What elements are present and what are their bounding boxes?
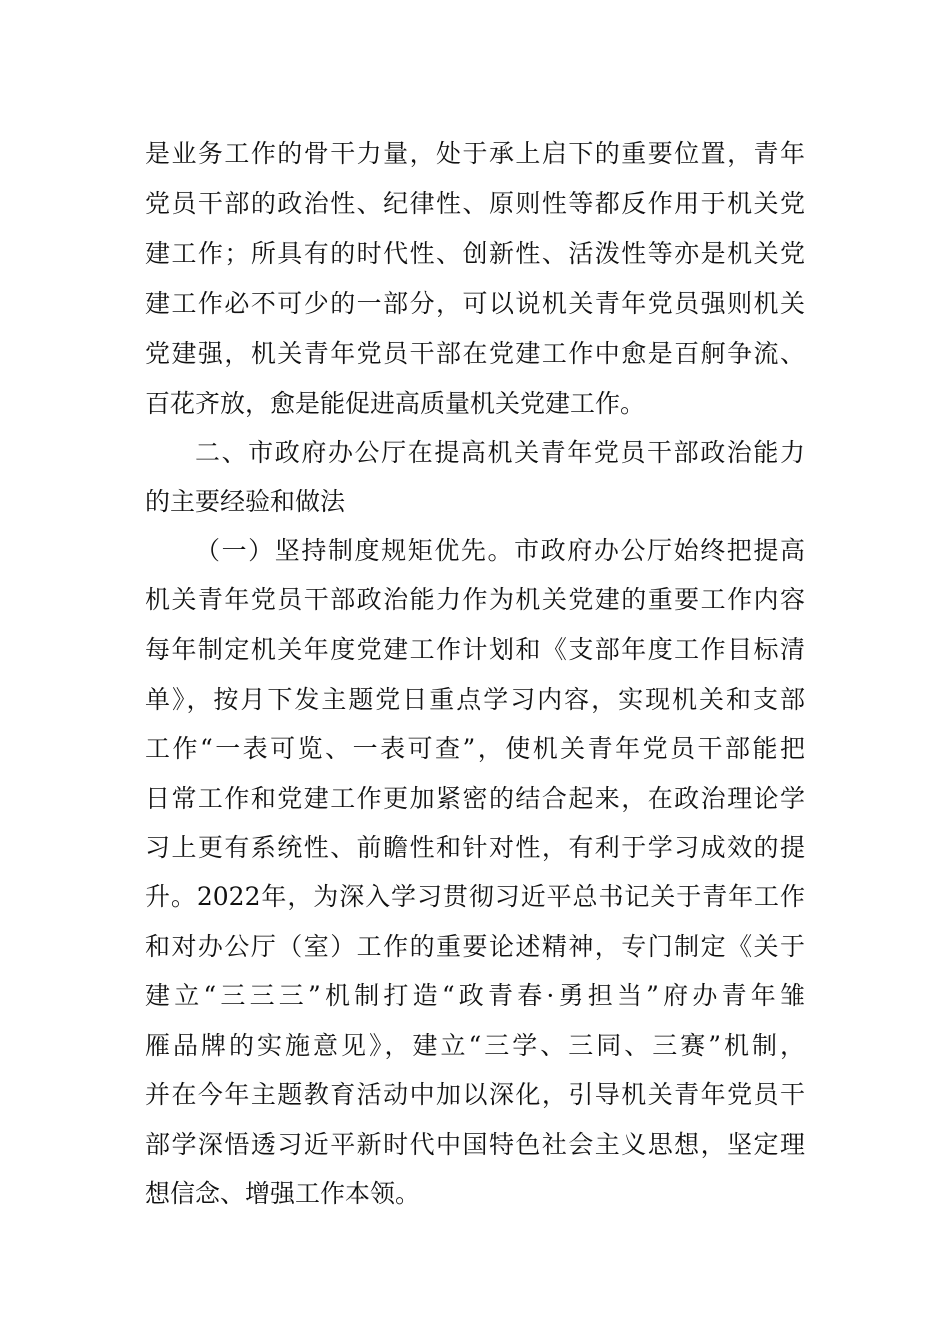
text-line-21: 部学深悟透习近平新时代中国特色社会主义思想，坚定理	[145, 1130, 805, 1159]
text-line-14: 日常工作和党建工作更加紧密的结合起来，在政治理论学	[145, 784, 805, 813]
text-line-15: 习上更有系统性、前瞻性和针对性，有利于学习成效的提	[145, 833, 805, 862]
text-line-9: （一）坚持制度规矩优先。市政府办公厅始终把提高	[195, 536, 805, 565]
section-heading-line-1: 二、市政府办公厅在提高机关青年党员干部政治能力	[195, 438, 805, 467]
text-line-22: 想信念、增强工作本领。	[145, 1179, 421, 1208]
text-line-20: 并在今年主题教育活动中加以深化，引导机关青年党员干	[145, 1080, 805, 1109]
text-line-16: 升。2022年，为深入学习贯彻习近平总书记关于青年工作	[145, 882, 805, 911]
text-line-3: 建工作；所具有的时代性、创新性、活泼性等亦是机关党	[145, 239, 805, 268]
text-line-4: 建工作必不可少的一部分，可以说机关青年党员强则机关	[145, 289, 805, 318]
text-line-18: 建立“三三三”机制打造“政青春·勇担当”府办青年雏	[145, 981, 805, 1010]
section-heading-line-2: 的主要经验和做法	[145, 487, 346, 516]
text-line-1: 是业务工作的骨干力量，处于承上启下的重要位置，青年	[145, 139, 805, 168]
text-line-12: 单》，按月下发主题党日重点学习内容，实现机关和支部	[145, 685, 805, 714]
text-line-13: 工作“一表可览、一表可查”，使机关青年党员干部能把	[145, 734, 805, 763]
text-line-2: 党员干部的政治性、纪律性、原则性等都反作用于机关党	[145, 189, 805, 218]
text-line-10: 机关青年党员干部政治能力作为机关党建的重要工作内容	[145, 585, 805, 614]
text-line-6: 百花齐放，愈是能促进高质量机关党建工作。	[145, 389, 646, 418]
text-line-17: 和对办公厅（室）工作的重要论述精神，专门制定《关于	[145, 932, 805, 961]
text-line-11: 每年制定机关年度党建工作计划和《支部年度工作目标清	[145, 635, 805, 664]
text-line-19: 雁品牌的实施意见》，建立“三学、三同、三赛”机制，	[145, 1031, 805, 1060]
text-line-5: 党建强，机关青年党员干部在党建工作中愈是百舸争流、	[145, 339, 805, 368]
